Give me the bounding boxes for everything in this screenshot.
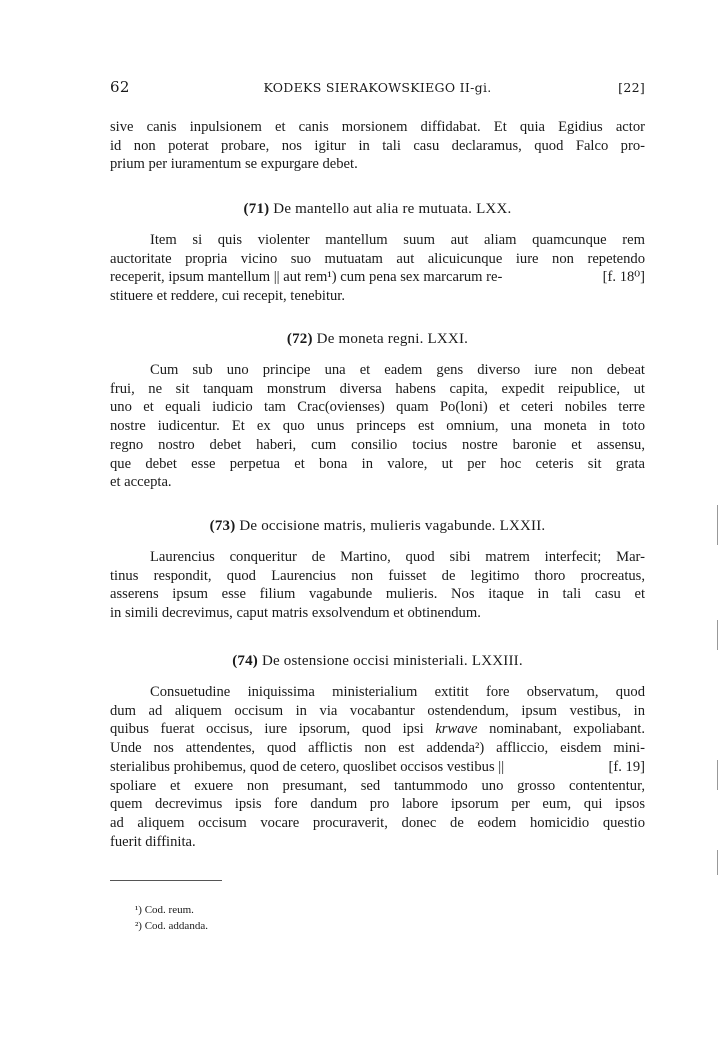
chapter-body-71 <box>110 231 645 306</box>
text-line <box>110 720 645 739</box>
chapter-title: De mantello aut alia re mutuata. LXX. <box>273 201 512 217</box>
text-line: sive canis inpulsionem et canis morsionem diffidabat. Et quia Egidius actor <box>110 119 645 135</box>
chapter-body-72 <box>110 361 645 492</box>
folio-marker: [f. 18⁰] <box>602 269 645 286</box>
text-line: nostre iudicentur. Et ex quo unus princeps est omnium, una moneta in toto <box>110 418 645 435</box>
text-line: quem decrevimus ipsis fore dandum pro labore ipsorum per eum, qui ipsos <box>110 796 645 813</box>
text-line: auctoritate propria vicino suo mutuatam aut alicuicunque iure non repetendo <box>110 250 645 267</box>
text-line: que debet esse perpetua et bona in valore, ut per hoc ceteris sit grata <box>110 455 645 472</box>
text-line-with-margin <box>110 268 645 287</box>
text-line: spoliare et exuere non presumant, sed tantummodo uno grosso contententur, <box>110 777 645 794</box>
chapter-number: (71) <box>243 201 270 217</box>
chapter-heading-71 <box>110 201 645 218</box>
page-number: 62 <box>110 78 130 96</box>
scan-edge-mark <box>717 505 718 545</box>
chapter-heading-73 <box>110 518 645 535</box>
chapter-number: (73) <box>209 518 236 534</box>
chapter-title: De moneta regni. LXXI. <box>316 331 469 347</box>
text-fragment: quibus fuerat occisus, iure ipsorum, quod ipsi <box>110 721 436 738</box>
footnote-divider <box>110 880 222 881</box>
footnote: ²) Cod. addanda. <box>135 920 208 932</box>
chapter-body-74 <box>110 683 645 851</box>
vernacular-term: krwave <box>435 721 478 738</box>
text-line: Unde nos attendentes, quod afflictis non est addenda²) affliccio, eisdem mini- <box>110 740 645 757</box>
text-line: Cum sub uno principe una et eadem gens diverso iure non debeat <box>150 362 645 378</box>
chapter-heading-74 <box>110 653 645 670</box>
chapter-title: De occisione matris, mulieris vagabunde. LXXII. <box>239 518 546 534</box>
chapter-title: De ostensione occisi ministeriali. LXXIII. <box>261 653 523 669</box>
text-line: receperit, ipsum mantellum || aut rem¹) cum pena sex marcarum re- <box>110 269 503 286</box>
footnotes <box>135 902 208 934</box>
folio-marker: [f. 19] <box>608 758 645 775</box>
text-line: uno et equali iudicio tam Crac(ovienses) quam Po(loni) et ceteri nobiles terre <box>110 399 645 416</box>
chapter-heading-72 <box>110 331 645 348</box>
text-line: dum ad aliquem occisum in via vocabantur ostendendum, ipsum vestibus, in <box>110 702 645 719</box>
text-line: regno nostro debet haberi, cum consilio tocius nostre baronie et assensu, <box>110 436 645 453</box>
text-line: prium per iuramentum se expurgare debet. <box>110 156 358 173</box>
scan-edge-mark <box>717 760 718 790</box>
scan-edge-mark <box>717 850 718 875</box>
text-line: Consuetudine iniquissima ministerialium extitit fore observatum, quod <box>150 684 645 700</box>
text-line: Laurencius conqueritur de Martino, quod sibi matrem interfecit; Mar- <box>150 549 645 565</box>
text-line: et accepta. <box>110 474 172 491</box>
text-line: frui, ne sit tanquam monstrum diversa habens capita, expedit reipublice, ut <box>110 380 645 397</box>
text-line: asserens ipsum esse filium vagabunde mulieris. Nos itaque in tali casu et <box>110 586 645 603</box>
text-line: tinus respondit, quod Laurencius non fuisset de legitimo thoro procreatus, <box>110 567 645 584</box>
text-fragment: nominabant, expoliabant. <box>477 721 645 738</box>
running-header <box>110 78 645 102</box>
running-title: KODEKS SIERAKOWSKIEGO II-gi. <box>263 80 492 95</box>
section-marker: [22] <box>618 80 645 95</box>
text-line: fuerit diffinita. <box>110 833 196 850</box>
text-line: sterialibus prohibemus, quod de cetero, quoslibet occisos vestibus || <box>110 758 505 775</box>
text-line: ad aliquem occisum vocare procuraverit, donec de eodem homicidio questio <box>110 814 645 831</box>
chapter-number: (74) <box>232 653 258 669</box>
chapter-body-73 <box>110 548 645 623</box>
intro-paragraph <box>110 118 645 174</box>
text-line: id non poterat probare, nos igitur in tali casu declaramus, quod Falco pro- <box>110 137 645 154</box>
text-line: Item si quis violenter mantellum suum aut aliam quamcunque rem <box>150 232 645 248</box>
text-line: stituere et reddere, cui recepit, tenebitur. <box>110 288 346 305</box>
text-line: in simili decrevimus, caput matris exsolvendum et obtinendum. <box>110 605 481 622</box>
scan-edge-mark <box>717 620 718 650</box>
chapter-number: (72) <box>286 331 313 347</box>
text-line-with-margin <box>110 758 645 777</box>
footnote: ¹) Cod. reum. <box>135 904 194 916</box>
